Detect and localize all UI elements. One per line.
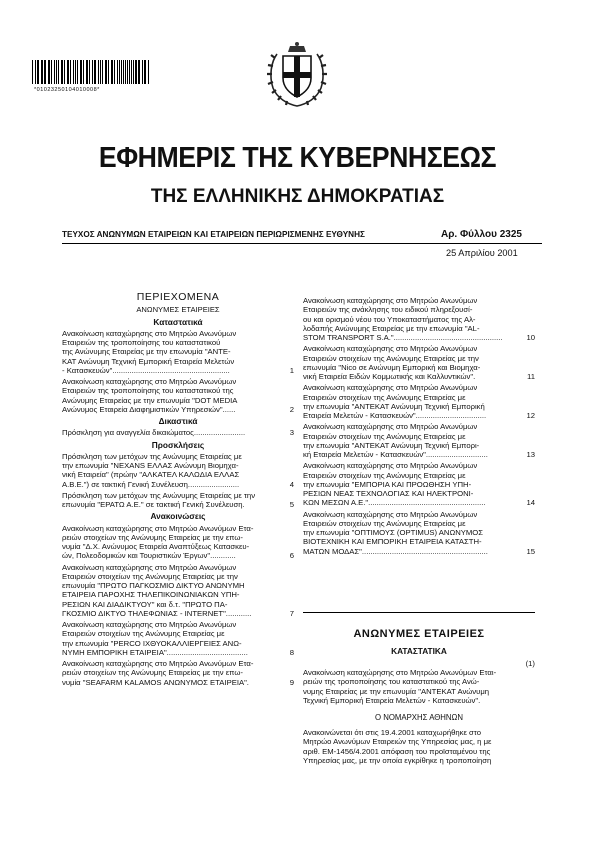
toc-page-number: 8 xyxy=(289,647,294,657)
toc-subheading: ΑΝΩΝΥΜΕΣ ΕΤΑΙΡΕΙΕΣ xyxy=(136,305,220,315)
toc-entry-line: Εταιρειών στοιχείων της Ανώνυμης Εταιρείας με xyxy=(303,431,466,441)
toc-entry-line: την επωνυμία "ΑΝΤΕΚΑΤ Ανώνυμη Τεχνική Εμπορι- xyxy=(303,440,480,450)
toc-entry-line: ου και ορισμού νέου του Υποκαταστήματος της Αλ- xyxy=(303,314,476,324)
issue-date: 25 Απριλίου 2001 xyxy=(446,248,518,258)
toc-entry-line: Ανώνυμος Εταιρεία Διαφημιστικών Υπηρεσιών"...... xyxy=(62,404,236,414)
barcode-bar xyxy=(92,60,93,84)
toc-entry-line: νική Εταιρεία" (πρώην "ΑΛΚΑΤΕΛ ΚΑΛΩΔΙΑ ΕΛΛΑΣ xyxy=(62,470,240,480)
toc-entry-line: ΓΚΟΣΜΙΟ ΔΙΚΤΥΟ ΤΗΛΕΦΩΝΙΑΣ - INTERNET"............ xyxy=(62,608,252,618)
toc-page-number: 4 xyxy=(289,479,294,489)
toc-entry-line: Α.Β.Ε.") σε τακτική Γενική Συνέλευση........................ xyxy=(62,479,240,489)
barcode-bar xyxy=(64,60,65,84)
barcode-bar xyxy=(114,60,115,84)
toc-entry[interactable] xyxy=(62,563,294,619)
toc-entry[interactable] xyxy=(303,296,535,342)
barcode-bar xyxy=(127,60,128,84)
barcode-bar xyxy=(121,60,122,84)
toc-entry-line: Ανακοίνωση καταχώρησης στο Μητρώο Ανωνύμων xyxy=(303,344,478,354)
toc-heading: ΠΕΡΙΕΧΟΜΕΝΑ xyxy=(136,291,220,303)
toc-entry[interactable] xyxy=(62,491,294,510)
barcode-bar xyxy=(49,60,50,84)
barcode-bar xyxy=(51,60,52,84)
toc-entry-line: την επωνυμία "ΟΠΤΙΜΟΥΣ (OPTIMUS) ΑΝΩΝΥΜΟΣ xyxy=(303,528,484,537)
toc-section-title: Προσκλήσεις xyxy=(151,439,205,450)
toc-entry[interactable] xyxy=(303,344,535,381)
barcode-bar xyxy=(112,60,113,84)
toc-entry-line: Εταιρειών στοιχείων της Ανώνυμης Εταιρείας με την xyxy=(62,571,238,581)
barcode-bar xyxy=(67,60,68,84)
toc-entry[interactable] xyxy=(62,329,294,375)
toc-section-title: Δικαστικά xyxy=(158,416,198,426)
barcode-bar xyxy=(117,60,119,84)
toc-entry-line: Ανακοίνωση καταχώρησης στο Μητρώο Ανωνύμων xyxy=(62,377,237,386)
barcode-bar xyxy=(41,60,43,84)
authority-title: Ο ΝΟΜΑΡΧΗΣ ΑΘΗΝΩΝ xyxy=(374,713,464,722)
toc-entry-line: Ανώνυμης Εταιρείας με την επωνυμία "DOT MEDIA xyxy=(62,395,238,405)
toc-entry-line: ών, Πολεοδομικών και Τουριστικών Έργων"............ xyxy=(62,551,236,561)
toc-entry-line: ρειών στοιχείων της Ανώνυμης Εταιρείας με την επω- xyxy=(62,668,243,678)
barcode-bar xyxy=(70,60,71,84)
barcode-bar xyxy=(108,60,109,84)
toc-entry-line: νική Εταιρεία Ειδών Κομμωτικής και Καλλυντικών". xyxy=(303,372,476,381)
header-rule xyxy=(62,243,542,244)
toc-entry-line: ΚΑΤ Ανώνυμη Τεχνική Εμπορική Εταιρεία Μελετών xyxy=(62,356,235,366)
toc-entry-line: Ανακοίνωση καταχώρησης στο Μητρώο Ανωνύμων Ετα- xyxy=(62,659,254,668)
barcode-bar xyxy=(100,60,101,84)
toc-left-column xyxy=(62,293,294,689)
toc-entry[interactable] xyxy=(303,461,535,507)
text-line: Ανακοινώνεται ότι στις 19.4.2001 καταχωρήθηκε στο xyxy=(303,728,482,737)
section-rule-top xyxy=(303,612,535,613)
masthead-title: ΕΦΗΜΕΡΙΣ ΤΗΣ ΚΥΒΕΡΝΗΣΕΩΣ xyxy=(98,142,497,174)
toc-page-number: 12 xyxy=(526,411,535,420)
toc-entry-line: STOM TRANSPORT S.A."................................................... xyxy=(303,333,503,342)
barcode-bar xyxy=(148,60,149,84)
toc-page-number: 6 xyxy=(289,551,294,561)
toc-entry-line: Ανακοίνωση καταχώρησης στο Μητρώο Ανωνύμων xyxy=(303,509,478,519)
text-line: ρειών της τροποποίησης του καταστατικού της Ανώ- xyxy=(303,677,480,687)
toc-entry-line: Ανακοίνωση καταχώρησης στο Μητρώο Ανωνύμων xyxy=(62,328,237,338)
toc-entry-line: την επωνυμία "PERCO ΙΧΘΥΟΚΑΛΛΙΕΡΓΕΙΕΣ ΑΝΩ- xyxy=(62,638,242,648)
barcode-bar xyxy=(123,60,124,84)
body-subheading: ΚΑΤΑΣΤΑΤΙΚΑ xyxy=(391,646,447,656)
barcode-bar xyxy=(81,60,82,84)
toc-entry-line: νυμία "SEAFARM KALAMOS ΑΝΩΝΥΜΟΣ ΕΤΑΙΡΕΙΑ". xyxy=(62,677,249,687)
toc-entry[interactable] xyxy=(62,377,294,414)
toc-entry-line: λοδαπής Ανώνυμης Εταιρείας με την επωνυμία "AL- xyxy=(303,323,480,333)
toc-entry-line: κή Εταιρεία Μελετών - Κατασκευών"............................. xyxy=(303,450,488,459)
barcode xyxy=(32,60,150,84)
barcode-bar xyxy=(106,60,107,84)
toc-entry-line: Εταιρειών στοιχείων της Ανώνυμης Εταιρείας με xyxy=(303,518,466,528)
greek-coat-of-arms-icon xyxy=(263,40,331,110)
barcode-bar xyxy=(89,60,90,84)
toc-entry-line: ΒΙΟΤΕΧΝΙΚΗ ΚΑΙ ΕΜΠΟΡΙΚΗ ΕΤΑΙΡΕΙΑ ΚΑΤΑΣΤΗ- xyxy=(303,537,482,547)
text-line: αριθ. ΕΜ-1456/4.2001 απόφαση του προϊσταμένου της xyxy=(303,746,491,756)
toc-page-number: 15 xyxy=(526,546,535,556)
barcode-bar xyxy=(80,60,81,84)
barcode-bar xyxy=(131,60,132,84)
barcode-bar xyxy=(138,60,139,84)
barcode-bar xyxy=(58,60,59,84)
toc-entry-line: Εταιρειών στοιχείων της Ανώνυμης Εταιρείας με xyxy=(303,392,466,402)
text-line: Τεχνική Εμπορική Εταιρεία Μελετών - Κατασκευών". xyxy=(303,695,481,705)
toc-entry-line: Εταιρειών στοιχείων της Ανώνυμης Εταιρείας με xyxy=(303,470,466,480)
barcode-bar xyxy=(145,60,146,84)
toc-entry-line: Εταιρειών της τροποποίησης του καταστατικού xyxy=(62,338,221,347)
barcode-number: *01023250104010008* xyxy=(34,87,100,93)
barcode-bar xyxy=(87,60,88,84)
toc-entry-line: Εταιρεία Μελετών - Κατασκευών"................................. xyxy=(303,411,487,420)
toc-entry-line: ρειών στοιχείων της Ανώνυμης Εταιρείας με την επω- xyxy=(62,532,243,542)
toc-entry-line: ΡΕΣΙΩΝ ΝΕΑΣ ΤΕΧΝΟΛΟΓΙΑΣ ΚΑΙ ΗΛΕΚΤΡΟΝΙ- xyxy=(303,489,474,498)
text-line: Μητρώο Ανωνύμων Εταιρειών της Υπηρεσίας μας, η με xyxy=(303,737,492,747)
barcode-bar xyxy=(111,60,112,84)
text-line: Υπηρεσίας μας, με την οποία εγκρίθηκε η τροποποίηση xyxy=(303,755,492,765)
toc-entry-line: Ανακοίνωση καταχώρησης στο Μητρώο Ανωνύμων xyxy=(62,620,237,629)
barcode-bar xyxy=(129,60,130,84)
barcode-bar xyxy=(119,60,120,84)
toc-entry-line: Ανακοίνωση καταχώρησης στο Μητρώο Ανωνύμων xyxy=(303,296,478,305)
text-line: νυμης Εταιρείας με την επωνυμία "ΑΝΤΕΚΑΤ Ανώνυμη xyxy=(303,686,490,696)
toc-entry[interactable] xyxy=(303,422,535,459)
toc-entry-line: επωνυμία "ΠΡΩΤΟ ΠΑΓΚΟΣΜΙΟ ΔΙΚΤΥΟ ΑΝΩΝΥΜΗ xyxy=(62,581,245,590)
barcode-bar xyxy=(83,60,84,84)
toc-entry-line: την επωνυμία "NEXANS ΕΛΛΑΣ Ανώνυμη Βιομηχα- xyxy=(62,461,239,470)
toc-entry-line: την επωνυμία "ΑΝΤΕΚΑΤ Ανώνυμη Τεχνική Εμπορική xyxy=(303,401,485,411)
barcode-bar xyxy=(37,60,38,84)
barcode-bar xyxy=(94,60,95,84)
barcode-bar xyxy=(95,60,96,84)
barcode-bar xyxy=(48,60,49,84)
toc-entry[interactable] xyxy=(303,510,535,556)
sheet-number: Αρ. Φύλλου 2325 xyxy=(441,229,522,240)
toc-right-column xyxy=(303,296,535,558)
barcode-bar xyxy=(45,60,46,84)
toc-entry-line: ΕΤΑΙΡΕΙΑ ΠΑΡΟΧΗΣ ΤΗΛΕΠΙΚΟΙΝΩΝΙΑΚΩΝ ΥΠΗ- xyxy=(62,590,240,600)
toc-entry-line: Ανακοίνωση καταχώρησης στο Μητρώο Ανωνύμων xyxy=(62,562,237,572)
barcode-bar xyxy=(139,60,140,84)
toc-entry-line: επωνυμία "Nico σε Ανώνυμη Εμπορική και Βιομηχα- xyxy=(303,362,481,372)
toc-section-title: Ανακοινώσεις xyxy=(150,511,206,522)
text-line: Ανακοίνωση καταχώρησης στο Μητρώο Ανωνύμων Εται- xyxy=(303,668,497,677)
barcode-bar xyxy=(133,60,134,84)
barcode-bar xyxy=(32,60,33,84)
toc-entry-line: ΝΥΜΗ ΕΜΠΟΡΙΚΗ ΕΤΑΙΡΕΙΑ"...................................... xyxy=(62,647,248,657)
toc-entry[interactable] xyxy=(62,659,294,687)
barcode-bar xyxy=(102,60,103,84)
body-section xyxy=(303,628,535,765)
toc-page-number: 10 xyxy=(526,333,535,342)
barcode-bar xyxy=(44,60,45,84)
toc-entry-line: την επωνυμία "ΕΜΠΟΡΙΑ ΚΑΙ ΠΡΟΩΘΗΣΗ ΥΠΗ- xyxy=(303,479,472,489)
toc-page-number: 14 xyxy=(526,498,535,508)
toc-entry[interactable] xyxy=(62,620,294,657)
toc-page-number: 1 xyxy=(289,365,294,375)
toc-entry-line: ΚΩΝ ΜΕΣΩΝ Α.Ε."....................................................... xyxy=(303,498,486,508)
barcode-bar xyxy=(68,60,69,84)
masthead-subtitle: ΤΗΣ ΕΛΛΗΝΙΚΗΣ ΔΗΜΟΚΡΑΤΙΑΣ xyxy=(150,186,445,207)
toc-page-number: 2 xyxy=(289,404,294,414)
toc-entry-line: επωνυμία "ΕΡΑΤΩ Α.Ε." σε τακτική Γενική Συνέλευση. xyxy=(62,500,245,509)
barcode-bar xyxy=(77,60,78,84)
barcode-bar xyxy=(56,60,58,84)
body-heading: ΑΝΩΝΥΜΕΣ ΕΤΑΙΡΕΙΕΣ xyxy=(353,628,485,640)
toc-page-number: 5 xyxy=(289,500,294,509)
toc-entry[interactable] xyxy=(303,383,535,420)
barcode-bar xyxy=(86,60,87,84)
toc-entry-line: Εταιρειών στοιχείων της Ανώνυμης Εταιρείας με xyxy=(62,629,225,639)
toc-entry-line: Εταιρειών της τροποποίησης του καταστατικού της xyxy=(62,386,234,396)
toc-entry-line: Ανακοίνωση καταχώρησης στο Μητρώο Ανωνύμων xyxy=(303,422,478,432)
toc-page-number: 3 xyxy=(289,428,294,438)
toc-entry-line: Πρόσκληση των μετόχων της Ανώνυμης Εταιρείας με την xyxy=(62,490,256,500)
toc-entry-line: της Ανώνυμης Εταιρείας με την επωνυμία "ΑΝΤΕ- xyxy=(62,347,231,357)
toc-section-title: Καταστατικά xyxy=(153,316,203,327)
toc-entry-line: Ανακοίνωση καταχώρησης στο Μητρώο Ανωνύμων xyxy=(303,461,478,471)
toc-entry-line: ΜΑΤΩΝ ΜΟΔΑΣ"........................................................... xyxy=(303,546,488,556)
toc-page-number: 11 xyxy=(527,372,535,381)
toc-entry-line: νυμία "Δ.Χ. Ανώνυμος Εταιρεία Αναπτύξεως Κατασκευ- xyxy=(62,542,250,551)
barcode-bar xyxy=(35,60,36,84)
toc-entry-line: Ανακοίνωση καταχώρησης στο Μητρώο Ανωνύμων Ετα- xyxy=(62,523,254,533)
item-number: (1) xyxy=(525,659,535,668)
barcode-bar xyxy=(54,60,55,84)
toc-entry-line: ΡΕΣΙΩΝ ΚΑΙ ΔΙΑΔΙΚΤΥΟΥ" και δ.τ. "ΠΡΩΤΟ ΠΑ- xyxy=(62,599,228,609)
toc-entry-line: Εταιρειών της ανάκλησης του ειδικού πληρεξουσί- xyxy=(303,305,473,315)
barcode-bar xyxy=(73,60,74,84)
barcode-bar xyxy=(38,60,39,84)
toc-entry-line: Εταιρειών στοιχείων της Ανώνυμης Εταιρείας με την xyxy=(303,353,479,363)
issue-type: ΤΕΥΧΟΣ ΑΝΩΝΥΜΩΝ ΕΤΑΙΡΕΙΩΝ ΚΑΙ ΕΤΑΙΡΕΙΩΝ ΠΕΡΙΩΡΙΣΜΕΝΗΣ ΕΥΘΥΝΗΣ xyxy=(62,230,365,239)
barcode-bar xyxy=(98,60,100,84)
barcode-bar xyxy=(144,60,145,84)
barcode-bar xyxy=(135,60,137,84)
toc-entry-line: Πρόσκληση για αναγγελία δικαιώματος........................ xyxy=(62,428,246,438)
barcode-bar xyxy=(125,60,126,84)
toc-page-number: 7 xyxy=(289,608,294,618)
barcode-bar xyxy=(105,60,106,84)
toc-entry-line: Πρόσκληση των μετόχων της Ανώνυμης Εταιρείας με xyxy=(62,451,242,461)
barcode-bar xyxy=(61,60,62,84)
toc-entry[interactable] xyxy=(62,428,294,437)
barcode-bar xyxy=(142,60,143,84)
toc-entry[interactable] xyxy=(62,452,294,489)
announcement-text xyxy=(303,668,535,705)
barcode-bar xyxy=(75,60,77,84)
announcement-body xyxy=(303,728,535,765)
toc-entry-line: - Κατασκευών"....................................................... xyxy=(62,365,230,375)
toc-page-number: 13 xyxy=(526,450,535,459)
toc-page-number: 9 xyxy=(289,677,294,687)
toc-sections xyxy=(62,318,294,687)
toc-entry[interactable] xyxy=(62,524,294,561)
toc-entry-line: Ανακοίνωση καταχώρησης στο Μητρώο Ανωνύμων xyxy=(303,383,478,393)
barcode-bar xyxy=(62,60,63,84)
